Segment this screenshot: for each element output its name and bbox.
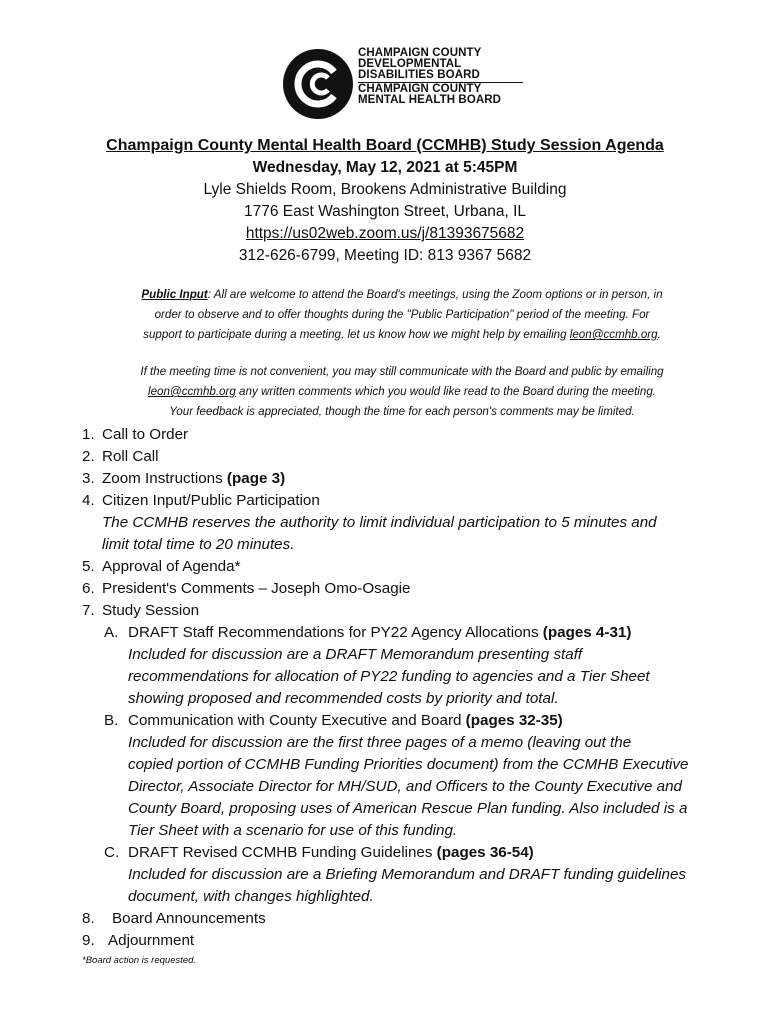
logo-line: CHAMPAIGN COUNTY <box>358 83 482 95</box>
agenda-item <box>82 600 200 622</box>
agenda-item-number: 7. <box>82 602 95 619</box>
logo-line: MENTAL HEALTH BOARD <box>358 94 502 106</box>
agenda-subitem-desc: Included for discussion are a DRAFT Memorandum presenting staff <box>128 646 583 663</box>
agenda-item-note: The CCMHB reserves the authority to limit individual participation to 5 minutes and <box>102 514 657 531</box>
agenda-subitem-letter: A. <box>104 624 119 641</box>
agenda-item <box>82 424 189 446</box>
agenda-item-text: Adjournment <box>108 932 195 949</box>
public-input-text: . <box>657 328 661 341</box>
email-link[interactable]: leon@ccmhb.org <box>148 385 236 398</box>
agenda-item-number: 4. <box>82 492 95 509</box>
page-title: Champaign County Mental Health Board (CCMHB) Study Session Agenda <box>106 137 664 154</box>
logo-text <box>358 48 523 106</box>
agenda-item <box>82 578 411 600</box>
agenda-subitem <box>104 842 534 864</box>
agenda-item-number: 5. <box>82 558 95 575</box>
agenda-item-note: limit total time to 20 minutes. <box>102 536 295 553</box>
email-link[interactable]: leon@ccmhb.org <box>569 328 658 341</box>
agenda-subitem-desc: County Board, proposing uses of American Rescue Plan funding. Also included is a <box>128 800 688 817</box>
public-input-paragraph <box>82 285 722 345</box>
agenda-subitem-desc: copied portion of CCMHB Funding Priorities document) from the CCMHB Executive <box>128 756 689 773</box>
agenda-subitem-desc: Included for discussion are a Briefing Memorandum and DRAFT funding guidelines <box>128 866 687 883</box>
agenda-item-number: 8. <box>82 910 95 927</box>
agenda-subitem-desc: Tier Sheet with a scenario for use of this funding. <box>128 822 458 839</box>
public-input-label: Public Input <box>141 288 208 301</box>
comments-text: If the meeting time is not convenient, you may still communicate with the Board and public by emailing <box>140 365 664 378</box>
zoom-link[interactable]: https://us02web.zoom.us/j/81393675682 <box>245 225 525 242</box>
agenda-item-text: Roll Call <box>102 448 159 465</box>
agenda-subitem-desc: document, with changes highlighted. <box>128 888 374 905</box>
meeting-location: Lyle Shields Room, Brookens Administrative Building <box>203 181 567 198</box>
agenda-subitem-text: DRAFT Revised CCMHB Funding Guidelines <box>128 844 437 861</box>
agenda-subitem-desc: recommendations for allocation of PY22 funding to agencies and a Tier Sheet <box>128 668 650 685</box>
cc-logo-icon <box>282 48 354 120</box>
comments-text: any written comments which you would like read to the Board during the meeting. <box>235 385 656 398</box>
agenda-subitem-text: DRAFT Staff Recommendations for PY22 Agency Allocations <box>128 624 543 641</box>
page-reference: (pages 4-31) <box>542 624 632 641</box>
agenda-item <box>82 556 241 578</box>
agenda-item <box>82 908 266 930</box>
agenda-item-text: Call to Order <box>102 426 189 443</box>
agenda-item <box>82 446 159 468</box>
agenda-item-number: 3. <box>82 470 95 487</box>
public-input-text: order to observe and to offer thoughts during the "Public Participation" period of the meeting. For <box>154 308 650 321</box>
agenda-item-text: Zoom Instructions <box>102 470 227 487</box>
meeting-address: 1776 East Washington Street, Urbana, IL <box>243 203 527 220</box>
agenda-item-number: 1. <box>82 426 95 443</box>
page-reference: (pages 32-35) <box>465 712 563 729</box>
agenda-item-text: President's Comments – Joseph Omo-Osagie <box>102 580 411 597</box>
agenda-item <box>82 930 195 952</box>
agenda-item-text: Citizen Input/Public Participation <box>102 492 320 509</box>
logo-line: CHAMPAIGN COUNTY <box>358 47 482 59</box>
logo-line: DISABILITIES BOARD <box>358 69 480 81</box>
meeting-date: Wednesday, May 12, 2021 at 5:45PM <box>252 159 518 176</box>
agenda-subitem-desc: Included for discussion are the first three pages of a memo (leaving out the <box>128 734 632 751</box>
agenda-subitem-letter: C. <box>104 844 120 861</box>
footnote: *Board action is requested. <box>82 955 197 966</box>
organization-logo <box>282 44 582 124</box>
logo-line: DEVELOPMENTAL <box>358 58 462 70</box>
agenda-item-number: 9. <box>82 932 95 949</box>
meeting-phone: 312-626-6799, Meeting ID: 813 9367 5682 <box>238 247 532 264</box>
agenda-item-number: 6. <box>82 580 95 597</box>
agenda-item-text: Approval of Agenda* <box>102 558 241 575</box>
agenda-subitem <box>104 622 632 644</box>
public-input-text: support to participate during a meeting, let us know how we might help by emailing <box>143 328 570 341</box>
agenda-subitem-desc: showing proposed and recommended costs by priority and total. <box>128 690 559 707</box>
comments-text: Your feedback is appreciated, though the time for each person's comments may be limited. <box>169 405 635 418</box>
agenda-item <box>82 490 320 512</box>
agenda-item-text: Board Announcements <box>112 910 266 927</box>
agenda-subitem <box>104 710 563 732</box>
public-input-text: : All are welcome to attend the Board's meetings, using the Zoom options or in person, in <box>207 288 663 301</box>
page-reference: (pages 36-54) <box>436 844 534 861</box>
agenda-item-number: 2. <box>82 448 95 465</box>
comments-paragraph <box>82 362 722 422</box>
agenda-subitem-desc: Director, Associate Director for MH/SUD, and Officers to the County Executive and <box>128 778 682 795</box>
agenda-subitem-text: Communication with County Executive and Board <box>128 712 466 729</box>
page-reference: (page 3) <box>226 470 286 487</box>
agenda-item-text: Study Session <box>102 602 200 619</box>
agenda-subitem-letter: B. <box>104 712 119 729</box>
agenda-item <box>82 468 286 490</box>
